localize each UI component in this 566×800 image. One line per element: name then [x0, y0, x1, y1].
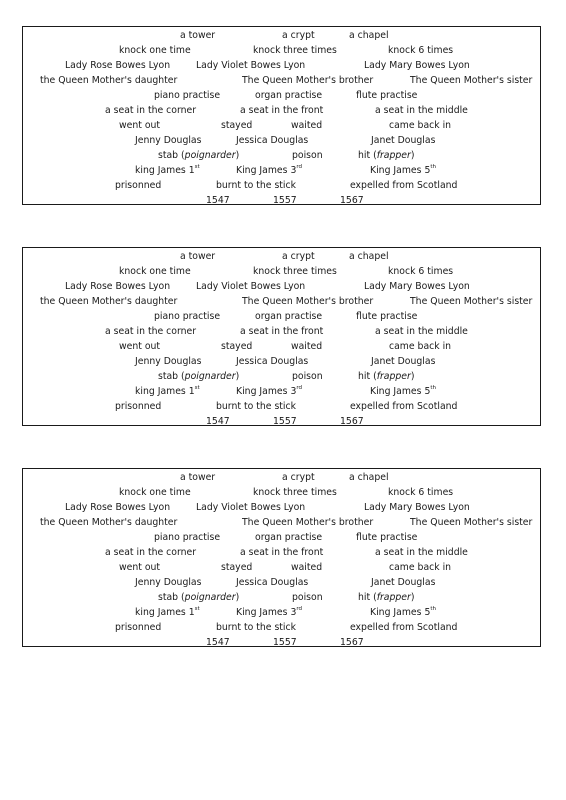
answer-option: The Queen Mother's sister	[410, 517, 533, 528]
answer-option: organ practise	[255, 90, 323, 101]
answer-option: stayed	[221, 120, 253, 131]
answer-option: Jenny Douglas	[135, 356, 202, 367]
answer-option: a crypt	[282, 251, 315, 262]
answer-option: stab (poignarder)	[158, 592, 240, 603]
answer-option: 1547	[206, 195, 230, 206]
answer-option: King James 5th	[370, 164, 437, 176]
answer-option: flute practise	[356, 90, 418, 101]
answer-option: burnt to the stick	[216, 622, 297, 633]
answer-option: King James 5th	[370, 606, 437, 618]
answer-option: 1557	[273, 416, 297, 427]
answer-option: flute practise	[356, 311, 418, 322]
answer-option: organ practise	[255, 532, 323, 543]
answer-option: a seat in the corner	[105, 547, 197, 558]
answer-option: Lady Mary Bowes Lyon	[364, 502, 470, 513]
answer-option: poison	[292, 592, 323, 603]
answer-option: Jessica Douglas	[236, 135, 309, 146]
answer-option: went out	[119, 120, 161, 131]
answer-option: piano practise	[154, 90, 221, 101]
answer-option: a seat in the middle	[375, 105, 468, 116]
answer-option: a seat in the middle	[375, 547, 468, 558]
answer-card-2	[22, 247, 541, 426]
answer-option: a seat in the corner	[105, 105, 197, 116]
answer-option: a tower	[180, 30, 216, 41]
answer-option: king James 1st	[135, 606, 200, 618]
answer-option: 1567	[340, 195, 364, 206]
answer-option: a seat in the front	[240, 326, 324, 337]
answer-option: hit (frapper)	[358, 150, 415, 161]
answer-option: expelled from Scotland	[350, 180, 458, 191]
answer-option: waited	[291, 562, 323, 573]
answer-option: knock three times	[253, 487, 337, 498]
answer-option: burnt to the stick	[216, 401, 297, 412]
answer-option: 1567	[340, 637, 364, 648]
answer-option: 1557	[273, 195, 297, 206]
answer-option: king James 1st	[135, 385, 200, 397]
answer-option: poison	[292, 150, 323, 161]
answer-option: piano practise	[154, 311, 221, 322]
answer-option: stab (poignarder)	[158, 150, 240, 161]
answer-option: Janet Douglas	[371, 135, 436, 146]
answer-option: a tower	[180, 251, 216, 262]
answer-option: a tower	[180, 472, 216, 483]
answer-option: knock three times	[253, 266, 337, 277]
answer-option: King James 3rd	[236, 606, 303, 618]
answer-option: knock one time	[119, 266, 191, 277]
answer-option: a chapel	[349, 251, 389, 262]
answer-option: prisonned	[115, 180, 162, 191]
answer-option: a seat in the front	[240, 547, 324, 558]
answer-option: The Queen Mother's sister	[410, 296, 533, 307]
answer-option: stab (poignarder)	[158, 371, 240, 382]
answer-option: The Queen Mother's brother	[242, 296, 374, 307]
answer-option: piano practise	[154, 532, 221, 543]
answer-option: Lady Violet Bowes Lyon	[196, 60, 306, 71]
answer-option: knock one time	[119, 45, 191, 56]
answer-option: waited	[291, 120, 323, 131]
answer-option: expelled from Scotland	[350, 401, 458, 412]
answer-option: Janet Douglas	[371, 577, 436, 588]
answer-option: prisonned	[115, 401, 162, 412]
answer-option: burnt to the stick	[216, 180, 297, 191]
answer-option: knock 6 times	[388, 487, 454, 498]
answer-option: King James 5th	[370, 385, 437, 397]
answer-option: a seat in the middle	[375, 326, 468, 337]
answer-option: Lady Rose Bowes Lyon	[65, 502, 171, 513]
answer-option: stayed	[221, 562, 253, 573]
answer-option: a seat in the front	[240, 105, 324, 116]
answer-option: knock one time	[119, 487, 191, 498]
answer-option: Jenny Douglas	[135, 135, 202, 146]
answer-option: The Queen Mother's brother	[242, 75, 374, 86]
answer-option: knock three times	[253, 45, 337, 56]
answer-option: knock 6 times	[388, 266, 454, 277]
answer-option: poison	[292, 371, 323, 382]
answer-option: 1567	[340, 416, 364, 427]
answer-option: 1547	[206, 637, 230, 648]
answer-option: Lady Violet Bowes Lyon	[196, 502, 306, 513]
answer-option: a seat in the corner	[105, 326, 197, 337]
answer-option: Lady Violet Bowes Lyon	[196, 281, 306, 292]
answer-option: the Queen Mother's daughter	[40, 517, 178, 528]
answer-option: a chapel	[349, 472, 389, 483]
answer-option: Jessica Douglas	[236, 577, 309, 588]
answer-option: Lady Rose Bowes Lyon	[65, 281, 171, 292]
answer-option: the Queen Mother's daughter	[40, 75, 178, 86]
answer-option: stayed	[221, 341, 253, 352]
answer-option: King James 3rd	[236, 164, 303, 176]
answer-card-1	[22, 26, 541, 205]
answer-option: Lady Mary Bowes Lyon	[364, 60, 470, 71]
answer-option: king James 1st	[135, 164, 200, 176]
answer-option: Lady Rose Bowes Lyon	[65, 60, 171, 71]
answer-option: came back in	[389, 562, 452, 573]
answer-option: went out	[119, 341, 161, 352]
answer-option: Janet Douglas	[371, 356, 436, 367]
answer-option: Jessica Douglas	[236, 356, 309, 367]
answer-option: came back in	[389, 120, 452, 131]
answer-option: a chapel	[349, 30, 389, 41]
answer-option: The Queen Mother's brother	[242, 517, 374, 528]
answer-option: came back in	[389, 341, 452, 352]
answer-card-3	[22, 468, 541, 647]
answer-option: organ practise	[255, 311, 323, 322]
answer-option: 1557	[273, 637, 297, 648]
answer-option: a crypt	[282, 30, 315, 41]
answer-option: Jenny Douglas	[135, 577, 202, 588]
answer-option: expelled from Scotland	[350, 622, 458, 633]
answer-option: hit (frapper)	[358, 371, 415, 382]
answer-option: The Queen Mother's sister	[410, 75, 533, 86]
answer-option: hit (frapper)	[358, 592, 415, 603]
answer-option: prisonned	[115, 622, 162, 633]
answer-option: a crypt	[282, 472, 315, 483]
answer-option: King James 3rd	[236, 385, 303, 397]
answer-option: Lady Mary Bowes Lyon	[364, 281, 470, 292]
answer-option: flute practise	[356, 532, 418, 543]
answer-option: waited	[291, 341, 323, 352]
answer-option: went out	[119, 562, 161, 573]
answer-option: knock 6 times	[388, 45, 454, 56]
answer-option: the Queen Mother's daughter	[40, 296, 178, 307]
answer-option: 1547	[206, 416, 230, 427]
